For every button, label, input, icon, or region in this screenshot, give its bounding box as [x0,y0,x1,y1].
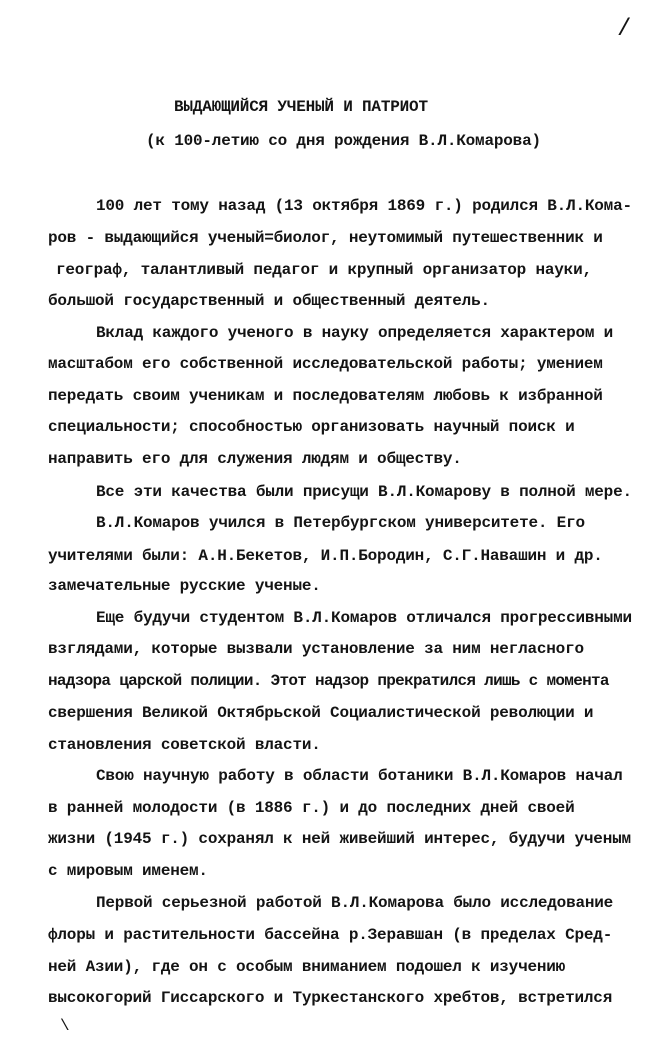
text-line: свершения Великой Октябрьской Социалистической революции и [48,704,594,722]
text-line: в ранней молодости (в 1886 г.) и до последних дней своей [48,799,575,817]
text-line: с мировым именем. [48,862,208,880]
text-line: Первой серьезной работой В.Л.Комарова было исследование [96,894,614,912]
page-number: / [617,16,632,43]
document-subtitle: (к 100-летию со дня рождения В.Л.Комарова) [146,132,541,150]
document-title: ВЫДАЮЩИЙСЯ УЧЕНЫЙ И ПАТРИОТ [174,98,428,116]
text-line: Вклад каждого ученого в науку определяется характером и [96,324,614,342]
text-line: ров - выдающийся ученый=биолог, неутомимый путешественник и [48,229,603,247]
text-line: учителями были: А.Н.Бекетов, И.П.Бородин, С.Г.Навашин и др. [48,547,603,565]
text-line: флоры и растительности бассейна р.Зеравшан (в пределах Сред- [48,926,613,944]
text-line: 100 лет тому назад (13 октября 1869 г.) родился В.Л.Кома- [96,197,632,215]
text-line: Все эти качества были присущи В.Л.Комарову в полной мере. [96,483,632,501]
text-line: Еще будучи студентом В.Л.Комаров отличался прогрессивными [96,609,632,627]
text-line: направить его для служения людям и обществу. [48,450,462,468]
stray-mark: \ [60,1017,70,1035]
text-line: становления советской власти. [48,736,321,754]
text-line: Свою научную работу в области ботаники В.Л.Комаров начал [96,767,623,785]
text-line: большой государственный и общественный деятель. [48,292,490,310]
text-line: взглядами, которые вызвали установление за ним негласного [48,640,584,658]
text-line: масштабом его собственной исследовательской работы; умением [48,355,603,373]
text-line: надзора царской полиции. Этот надзор прекратился лишь с момента [48,672,609,690]
text-line: жизни (1945 г.) сохранял к ней живейший интерес, будучи ученым [48,830,631,848]
text-line: передать своим ученикам и последователям любовь к избранной [48,387,603,405]
text-line: специальности; способностью организовать научный поиск и [48,418,575,436]
text-line: ней Азии), где он с особым вниманием подошел к изучению [48,958,566,976]
text-line: замечательные русские ученые. [48,577,321,595]
text-line: В.Л.Комаров учился в Петербургском университете. Его [96,514,585,532]
text-line: высокогорий Гиссарского и Туркестанского хребтов, встретился [48,989,613,1007]
text-line: географ, талантливый педагог и крупный организатор науки, [56,261,592,279]
